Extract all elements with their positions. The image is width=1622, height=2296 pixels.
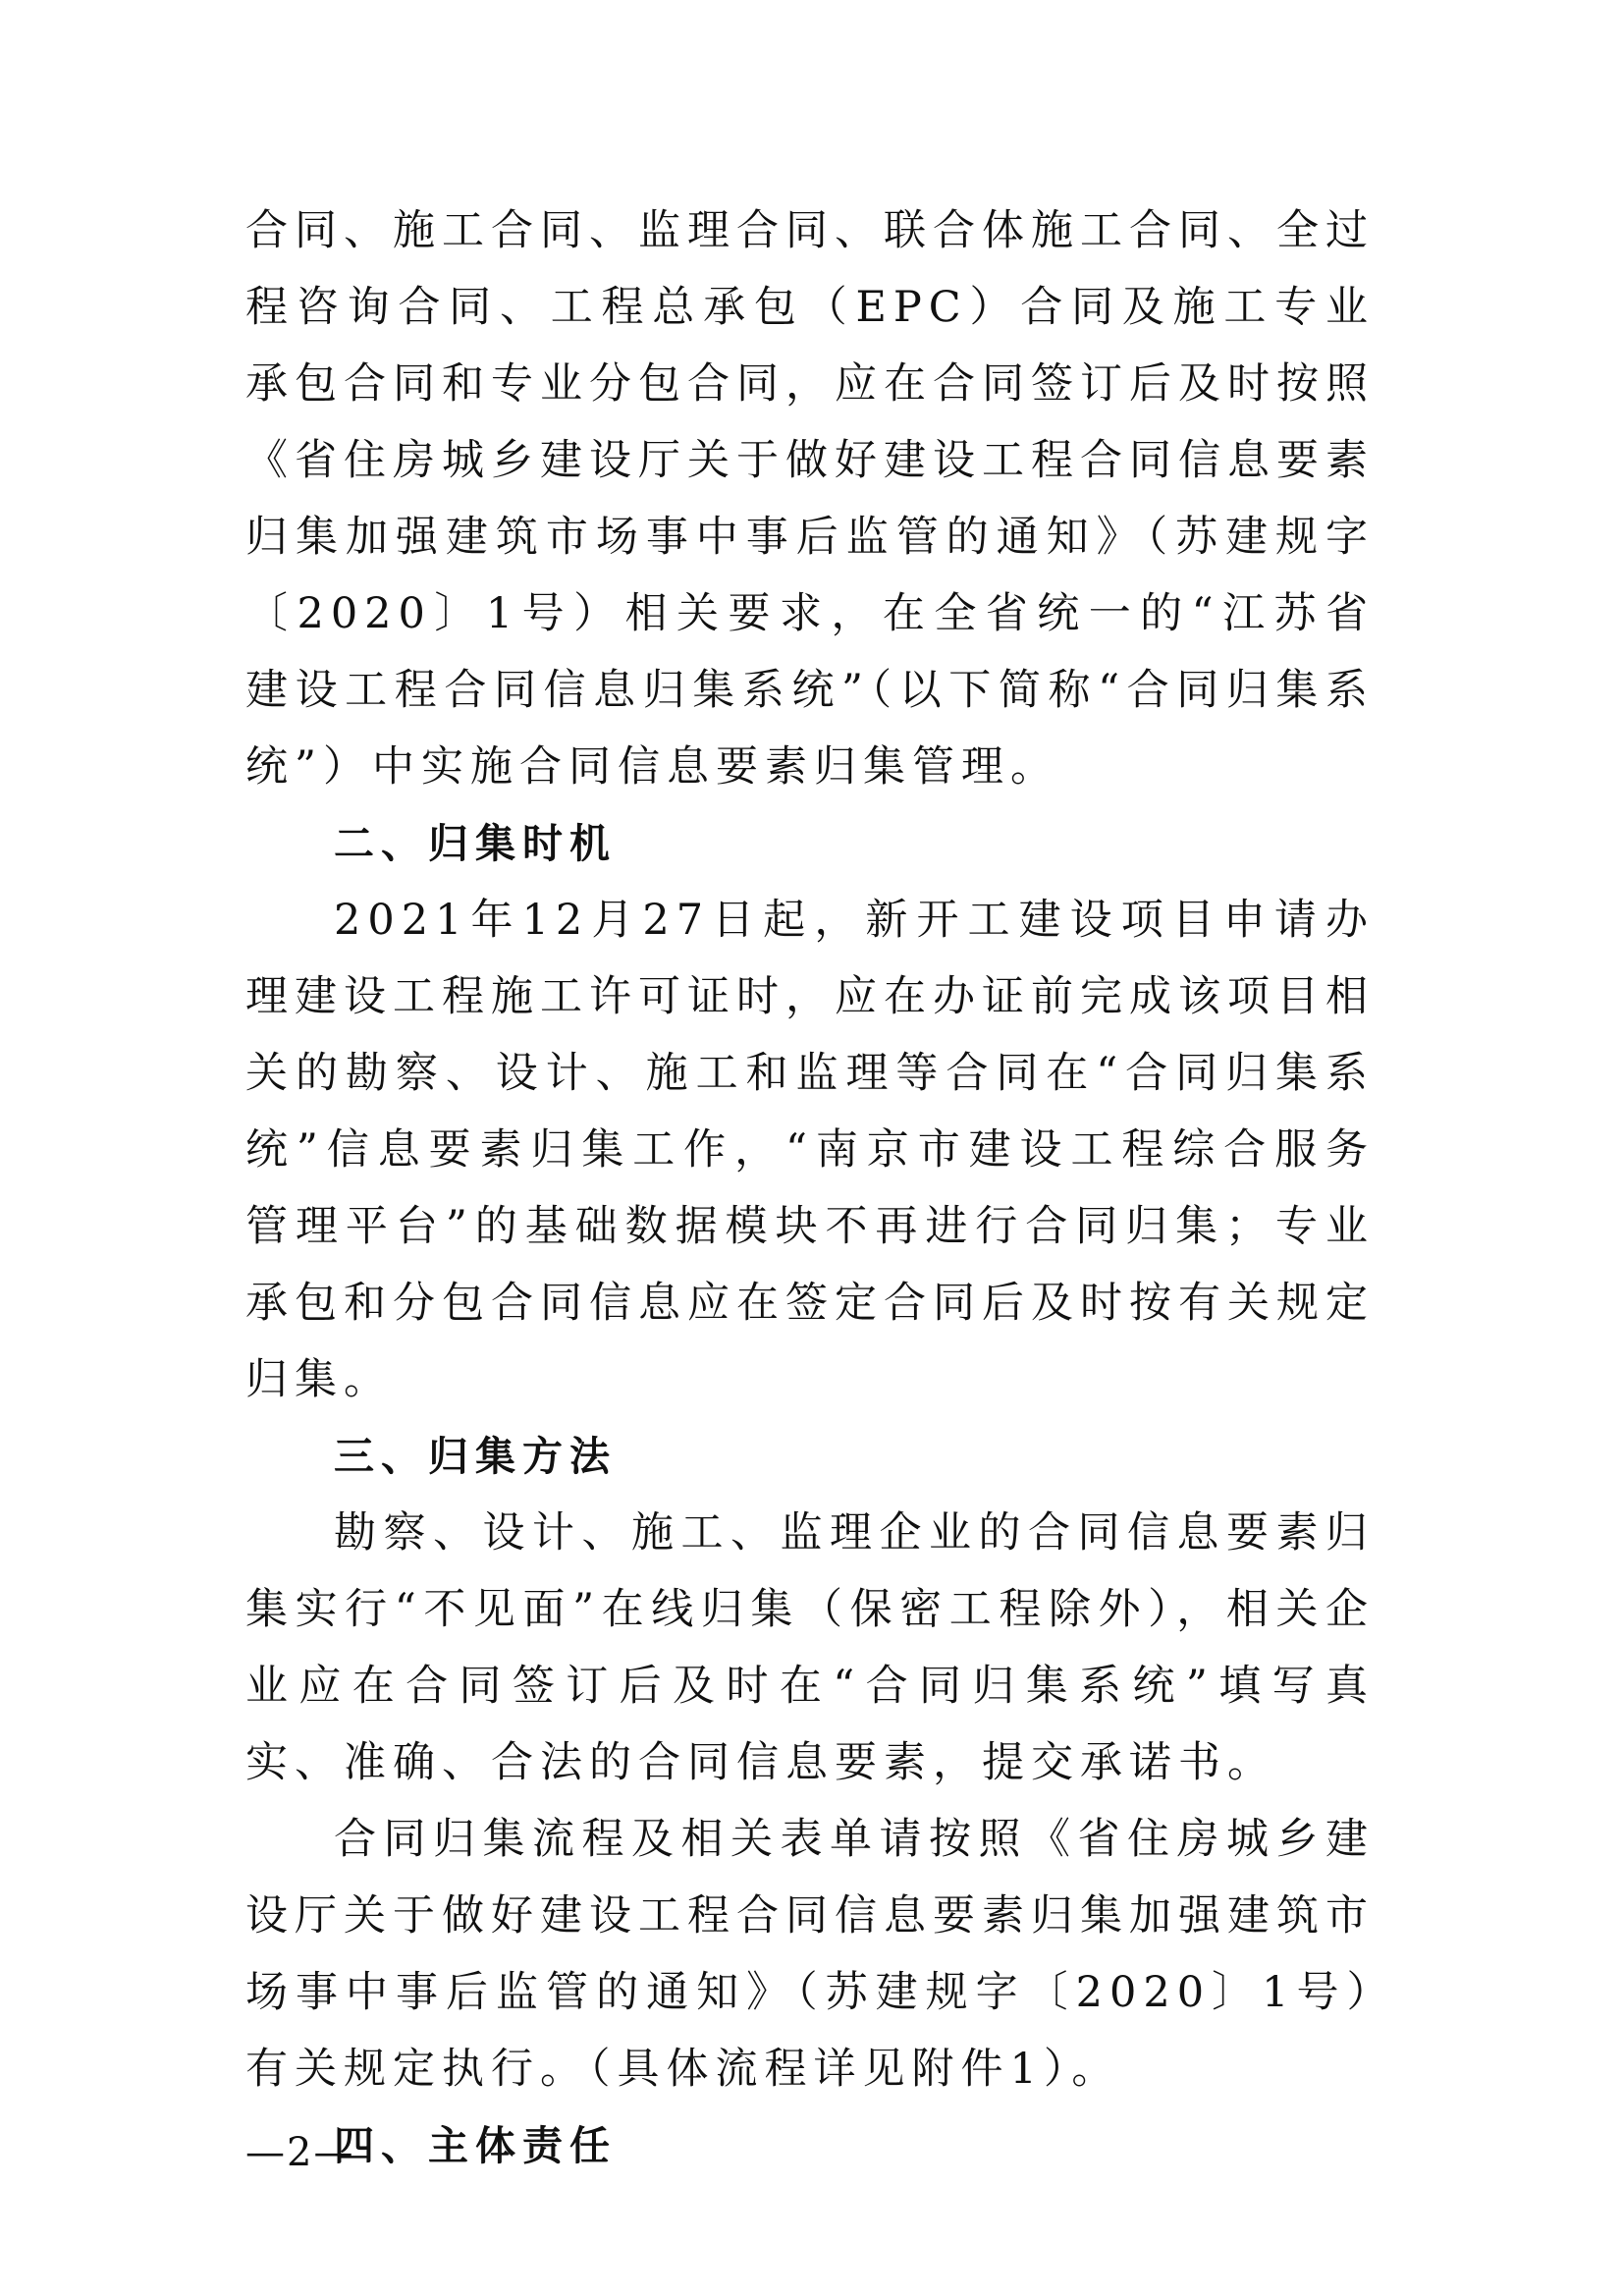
paragraph-collection-process: 合同归集流程及相关表单请按照《省住房城乡建设厅关于做好建设工程合同信息要素归集加强建筑市场事中事后监管的通知》（苏建规字〔2020〕1号）有关规定执行。（具体流程详见附件1）。 xyxy=(245,1815,1375,2094)
paragraph-contract-types: 合同、施工合同、监理合同、联合体施工合同、全过程咨询合同、工程总承包（EPC）合同及施工专业承包合同和专业分包合同，应在合同签订后及时按照《省住房城乡建设厅关于做好建设工程合同信息要素归集加强建筑市场事中事后监管的通知》（苏建规字〔2020〕1号）相关要求，在全省统一的“江苏省建设工程合同信息归集系统”（以下简称“合同归集系统”）中实施合同信息要素归集管理。 xyxy=(245,206,1375,792)
page-number: —2— xyxy=(245,2130,355,2175)
section-heading-main-responsibility: 四、主体责任 xyxy=(334,2122,617,2169)
section-heading-collection-method: 三、归集方法 xyxy=(334,1433,617,1480)
paragraph-collection-timing: 2021年12月27日起，新开工建设项目申请办理建设工程施工许可证时，应在办证前完成该项目相关的勘察、设计、施工和监理等合同在“合同归集系统”信息要素归集工作，“南京市建设工程综合服务管理平台”的基础数据模块不再进行合同归集；专业承包和分包合同信息应在签定合同后及时按有关规定归集。 xyxy=(245,896,1375,1404)
document-body xyxy=(245,192,1375,2184)
paragraph-collection-method: 勘察、设计、施工、监理企业的合同信息要素归集实行“不见面”在线归集（保密工程除外），相关企业应在合同签订后及时在“合同归集系统”填写真实、准确、合法的合同信息要素，提交承诺书。 xyxy=(245,1508,1375,1787)
section-heading-collection-timing: 二、归集时机 xyxy=(334,820,617,867)
